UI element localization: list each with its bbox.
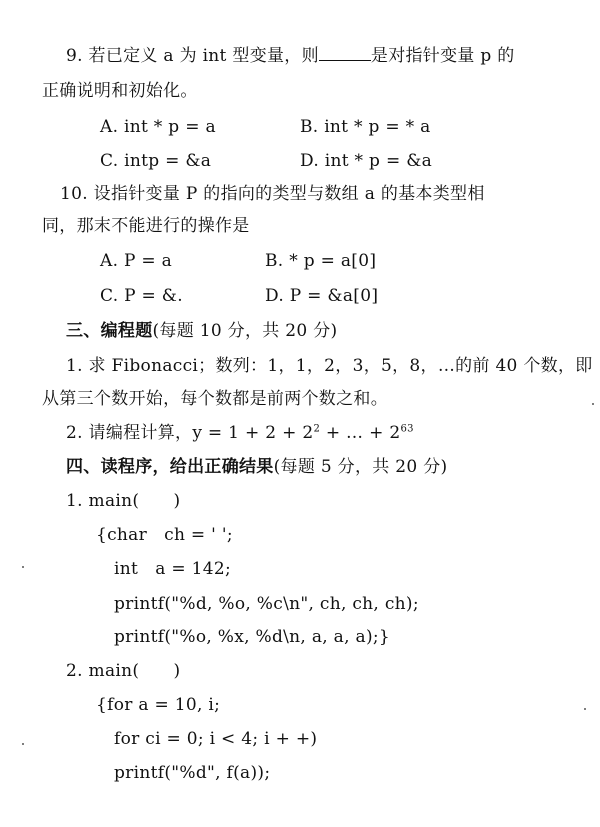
- q9-line2: 正确说明和初始化。: [42, 81, 198, 101]
- prog2-line-printf: printf("%d", f(a));: [114, 763, 271, 783]
- q10-option-a: A. P = a: [100, 251, 173, 271]
- scan-speck: [22, 566, 24, 568]
- section3-problem2-text: 2. 请编程计算，y = 1 + 2 + 2: [66, 423, 314, 443]
- section3-title: [66, 320, 337, 342]
- q9-line1: [66, 44, 515, 67]
- q10-line2: 同，那末不能进行的操作是: [42, 216, 250, 236]
- section4-title: [66, 456, 447, 478]
- section3-problem1-line2: 从第三个数开始，每个数都是前两个数之和。: [42, 389, 388, 409]
- prog1-line-printf1: printf("%d, %o, %c\n", ch, ch, ch);: [114, 594, 419, 614]
- q9-option-b: B. int * p = * a: [300, 117, 431, 137]
- exponent-63: 63: [400, 423, 414, 435]
- prog1-line-printf2: printf("%o, %x, %d\n, a, a, a);}: [114, 627, 391, 647]
- prog2-line-for1: {for a = 10, i;: [96, 695, 221, 715]
- scan-speck: [22, 743, 24, 745]
- prog1-line-char: {char ch = ' ';: [96, 525, 233, 545]
- prog2-line-main: 2. main( ): [66, 661, 181, 681]
- section3-heading: 三、编程题: [66, 321, 153, 341]
- q10-option-d: D. P = &a[0]: [265, 286, 379, 306]
- q9-answer-blank: [319, 44, 371, 61]
- section3-problem2: [66, 422, 414, 444]
- q9-option-d: D. int * p = &a: [300, 151, 433, 171]
- section3-points: (每题 10 分，共 20 分): [152, 321, 338, 341]
- prog2-line-for2: for ci = 0; i < 4; i + +): [114, 729, 318, 749]
- scan-speck: [592, 403, 594, 405]
- q9-option-c: C. intp = &a: [100, 151, 212, 171]
- prog1-line-int: int a = 142;: [114, 559, 231, 579]
- section3-problem2-mid: + … + 2: [320, 423, 401, 443]
- section4-points: (每题 5 分，共 20 分): [273, 457, 448, 477]
- q10-option-b: B. * p = a[0]: [265, 251, 377, 271]
- section4-heading: 四、读程序，给出正确结果: [66, 457, 274, 477]
- scan-speck: [584, 708, 586, 710]
- q9-text-before: 9. 若已定义 a 为 int 型变量，则: [66, 46, 319, 66]
- exponent-2: 2: [313, 423, 321, 435]
- section3-problem1-line1: 1. 求 Fibonacci；数列：1，1，2，3，5，8，…的前 40 个数，即: [66, 356, 593, 376]
- q9-option-a: A. int * p = a: [100, 117, 216, 137]
- q9-text-after: 是对指针变量 p 的: [370, 46, 515, 66]
- q10-option-c: C. P = &.: [100, 286, 183, 306]
- q10-line1: 10. 设指针变量 P 的指向的类型与数组 a 的基本类型相: [60, 184, 485, 204]
- prog1-line-main: 1. main( ): [66, 491, 181, 511]
